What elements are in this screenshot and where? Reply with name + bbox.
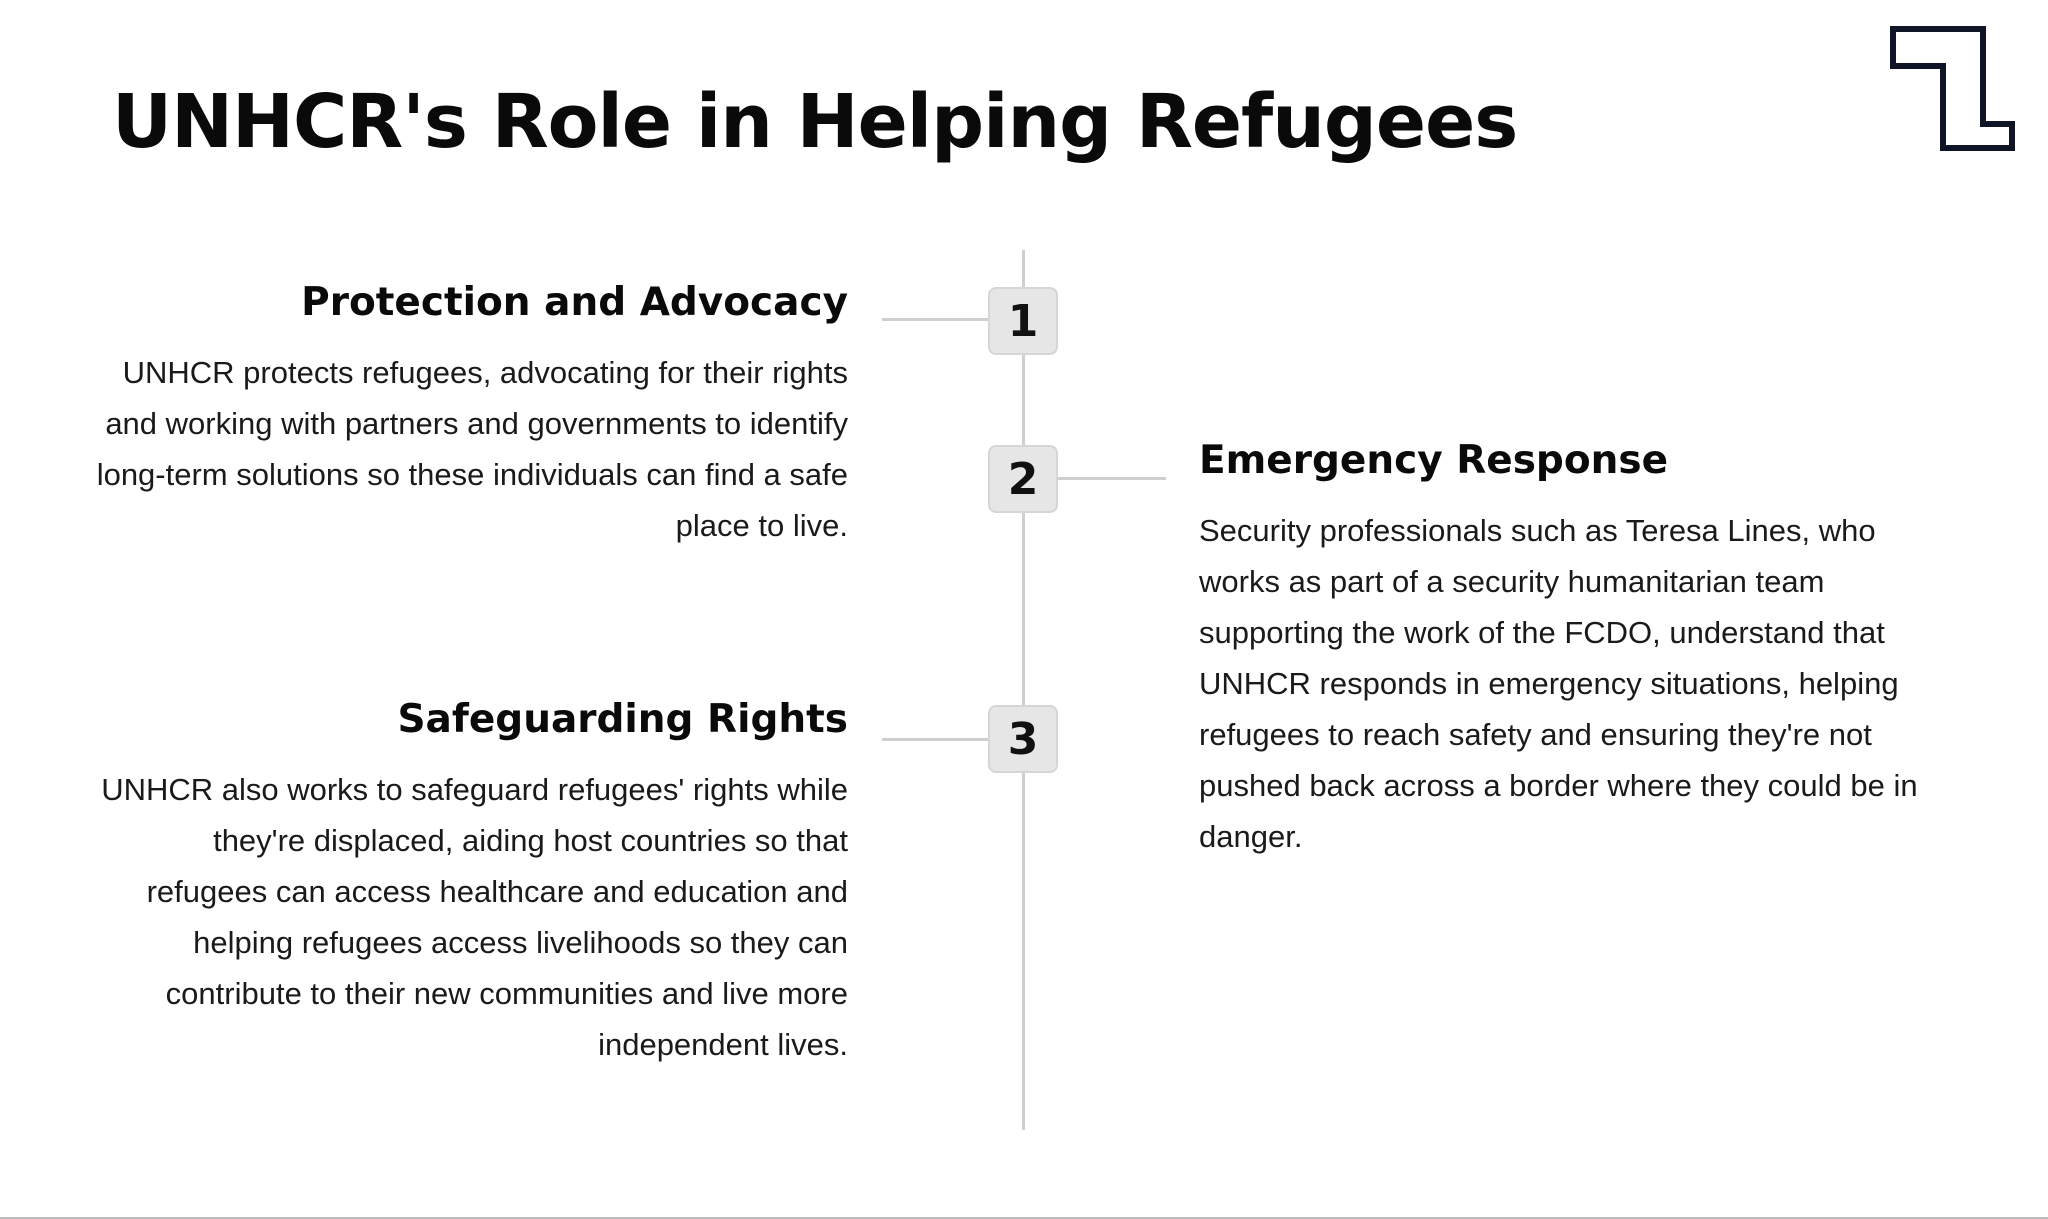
step-marker-1: 1 xyxy=(988,287,1058,355)
item-heading: Emergency Response xyxy=(1199,438,1669,483)
item-heading: Protection and Advocacy xyxy=(301,280,848,325)
step-marker-3: 3 xyxy=(988,705,1058,773)
connector-3 xyxy=(882,738,990,741)
timeline-item-protection xyxy=(88,280,848,551)
brand-logo-icon xyxy=(1890,26,2022,154)
connector-2 xyxy=(1058,477,1166,480)
timeline-item-emergency xyxy=(1199,438,1959,862)
item-heading: Safeguarding Rights xyxy=(397,697,848,742)
step-marker-2: 2 xyxy=(988,445,1058,513)
page-title: UNHCR's Role in Helping Refugees xyxy=(112,79,1518,165)
timeline-line xyxy=(1022,250,1025,1130)
timeline-item-safeguarding xyxy=(88,697,848,1070)
item-body: UNHCR also works to safeguard refugees' rights while they're displaced, aiding host countries so that refugees can access healthcare and education and helping refugees access livelihoods so they can contribute to their new communities and live more independent lives. xyxy=(101,771,848,1062)
connector-1 xyxy=(882,318,990,321)
item-body: Security professionals such as Teresa Lines, who works as part of a security humanitarian team supporting the work of the FCDO, understand that UNHCR responds in emergency situations, helping refugees to reach safety and ensuring they're not pushed back across a border where they could be in danger. xyxy=(1199,512,1918,854)
item-body: UNHCR protects refugees, advocating for their rights and working with partners and governments to identify long-term solutions so these individuals can find a safe place to live. xyxy=(96,354,848,543)
